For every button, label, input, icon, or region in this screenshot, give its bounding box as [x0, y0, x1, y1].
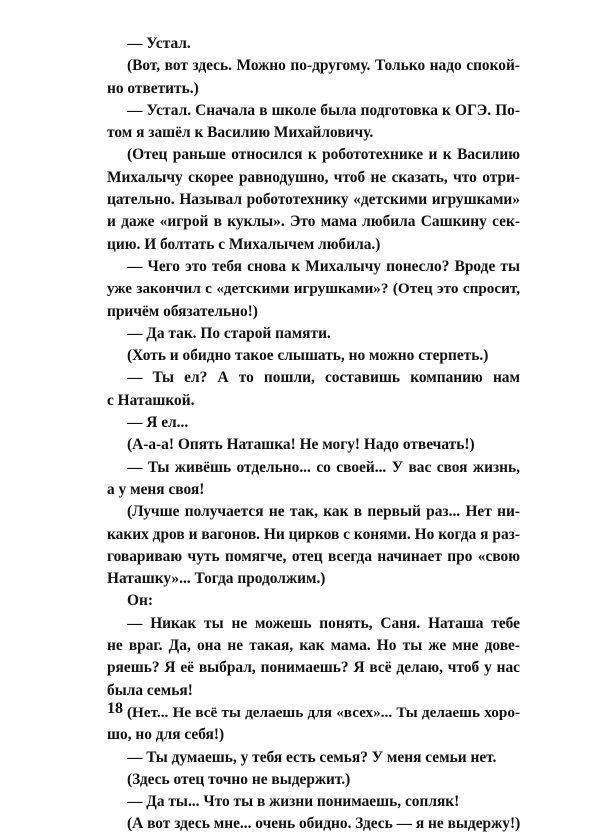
text-line: причём обязательно!) [107, 302, 258, 320]
text-line: — Да ты... Что ты в жизни понимаешь, сопляк! [127, 793, 460, 811]
text-line: шо, но для себя!) [107, 726, 225, 744]
text-line: — Устал. Сначала в школе была подготовка к ОГЭ. По- [127, 101, 520, 119]
text-line: (А-а-а! Опять Наташка! Не могу! Надо отвечать!) [127, 436, 475, 454]
text-line: — Да так. По старой памяти. [127, 324, 331, 342]
text-line: (Лучше получается не так, как в первый раз... Нет ни- [127, 503, 520, 521]
text-line: — Устал. [127, 35, 191, 52]
page-text [107, 33, 520, 836]
text-line: — Чего это тебя снова к Михалычу понесло? Вроде ты [127, 257, 520, 275]
text-line: — Ты думаешь, у тебя есть семья? У меня семьи нет. [127, 748, 497, 766]
text-line: ряешь? Я её выбрал, понимаешь? Я всё делаю, чтоб у нас [107, 659, 520, 677]
text-line: (Нет... Не всё ты делаешь для «всех»... Ты делаешь хоро- [127, 703, 520, 721]
text-line: — Ты живёшь отдельно... со своей... У вас своя жизнь, [127, 458, 520, 476]
text-line: (Отец раньше относился к робототехнике и к Василию [127, 146, 520, 164]
text-line: Он: [127, 592, 153, 610]
text-line: (Вот, вот здесь. Можно по-другому. Только надо спокой- [127, 57, 520, 75]
text-line: (А вот здесь мне... очень обидно. Здесь — я не выдержу!) [127, 815, 521, 833]
text-line: том я зашёл к Василию Михайловичу. [107, 124, 374, 142]
text-line: (Здесь отец точно не выдержит.) [127, 770, 351, 788]
text-line: и даже «игрой в куклы». Это мама любила Сашкину сек- [107, 213, 520, 231]
text-line: цательно. Называл робототехнику «детскими игрушками» [107, 191, 520, 209]
text-line: с Наташкой. [107, 391, 195, 409]
text-line: (Хоть и обидно такое слышать, но можно стерпеть.) [127, 347, 489, 365]
text-line: — Я ел... [127, 414, 189, 432]
text-line: но ответить.) [107, 79, 199, 97]
text-line: говариваю чуть помягче, отец всегда начинает про «свою [107, 547, 520, 565]
text-line: цию. И болтать с Михалычем любила.) [107, 235, 381, 253]
text-line: Михалычу скорее равнодушно, чтоб не сказать, что отри- [107, 168, 520, 186]
page-number: 18 [107, 700, 123, 717]
text-line: не враг. Да, она не такая, как мама. Но ты же мне дове- [107, 637, 520, 655]
text-line: каких дров и вагонов. Ни цирков с конями. Но когда я раз- [107, 525, 520, 543]
text-line: а у меня своя! [107, 480, 205, 498]
text-line: уже закончил с «детскими игрушками»? (Отец это спросит, [107, 280, 520, 298]
text-line: Наташку»... Тогда продолжим.) [107, 570, 326, 588]
text-line: — Ты ел? А то пошли, составишь компанию нам [127, 369, 520, 387]
text-line: была семья! [107, 681, 193, 699]
text-line: — Никак ты не можешь понять, Саня. Наташа тебе [127, 614, 520, 632]
